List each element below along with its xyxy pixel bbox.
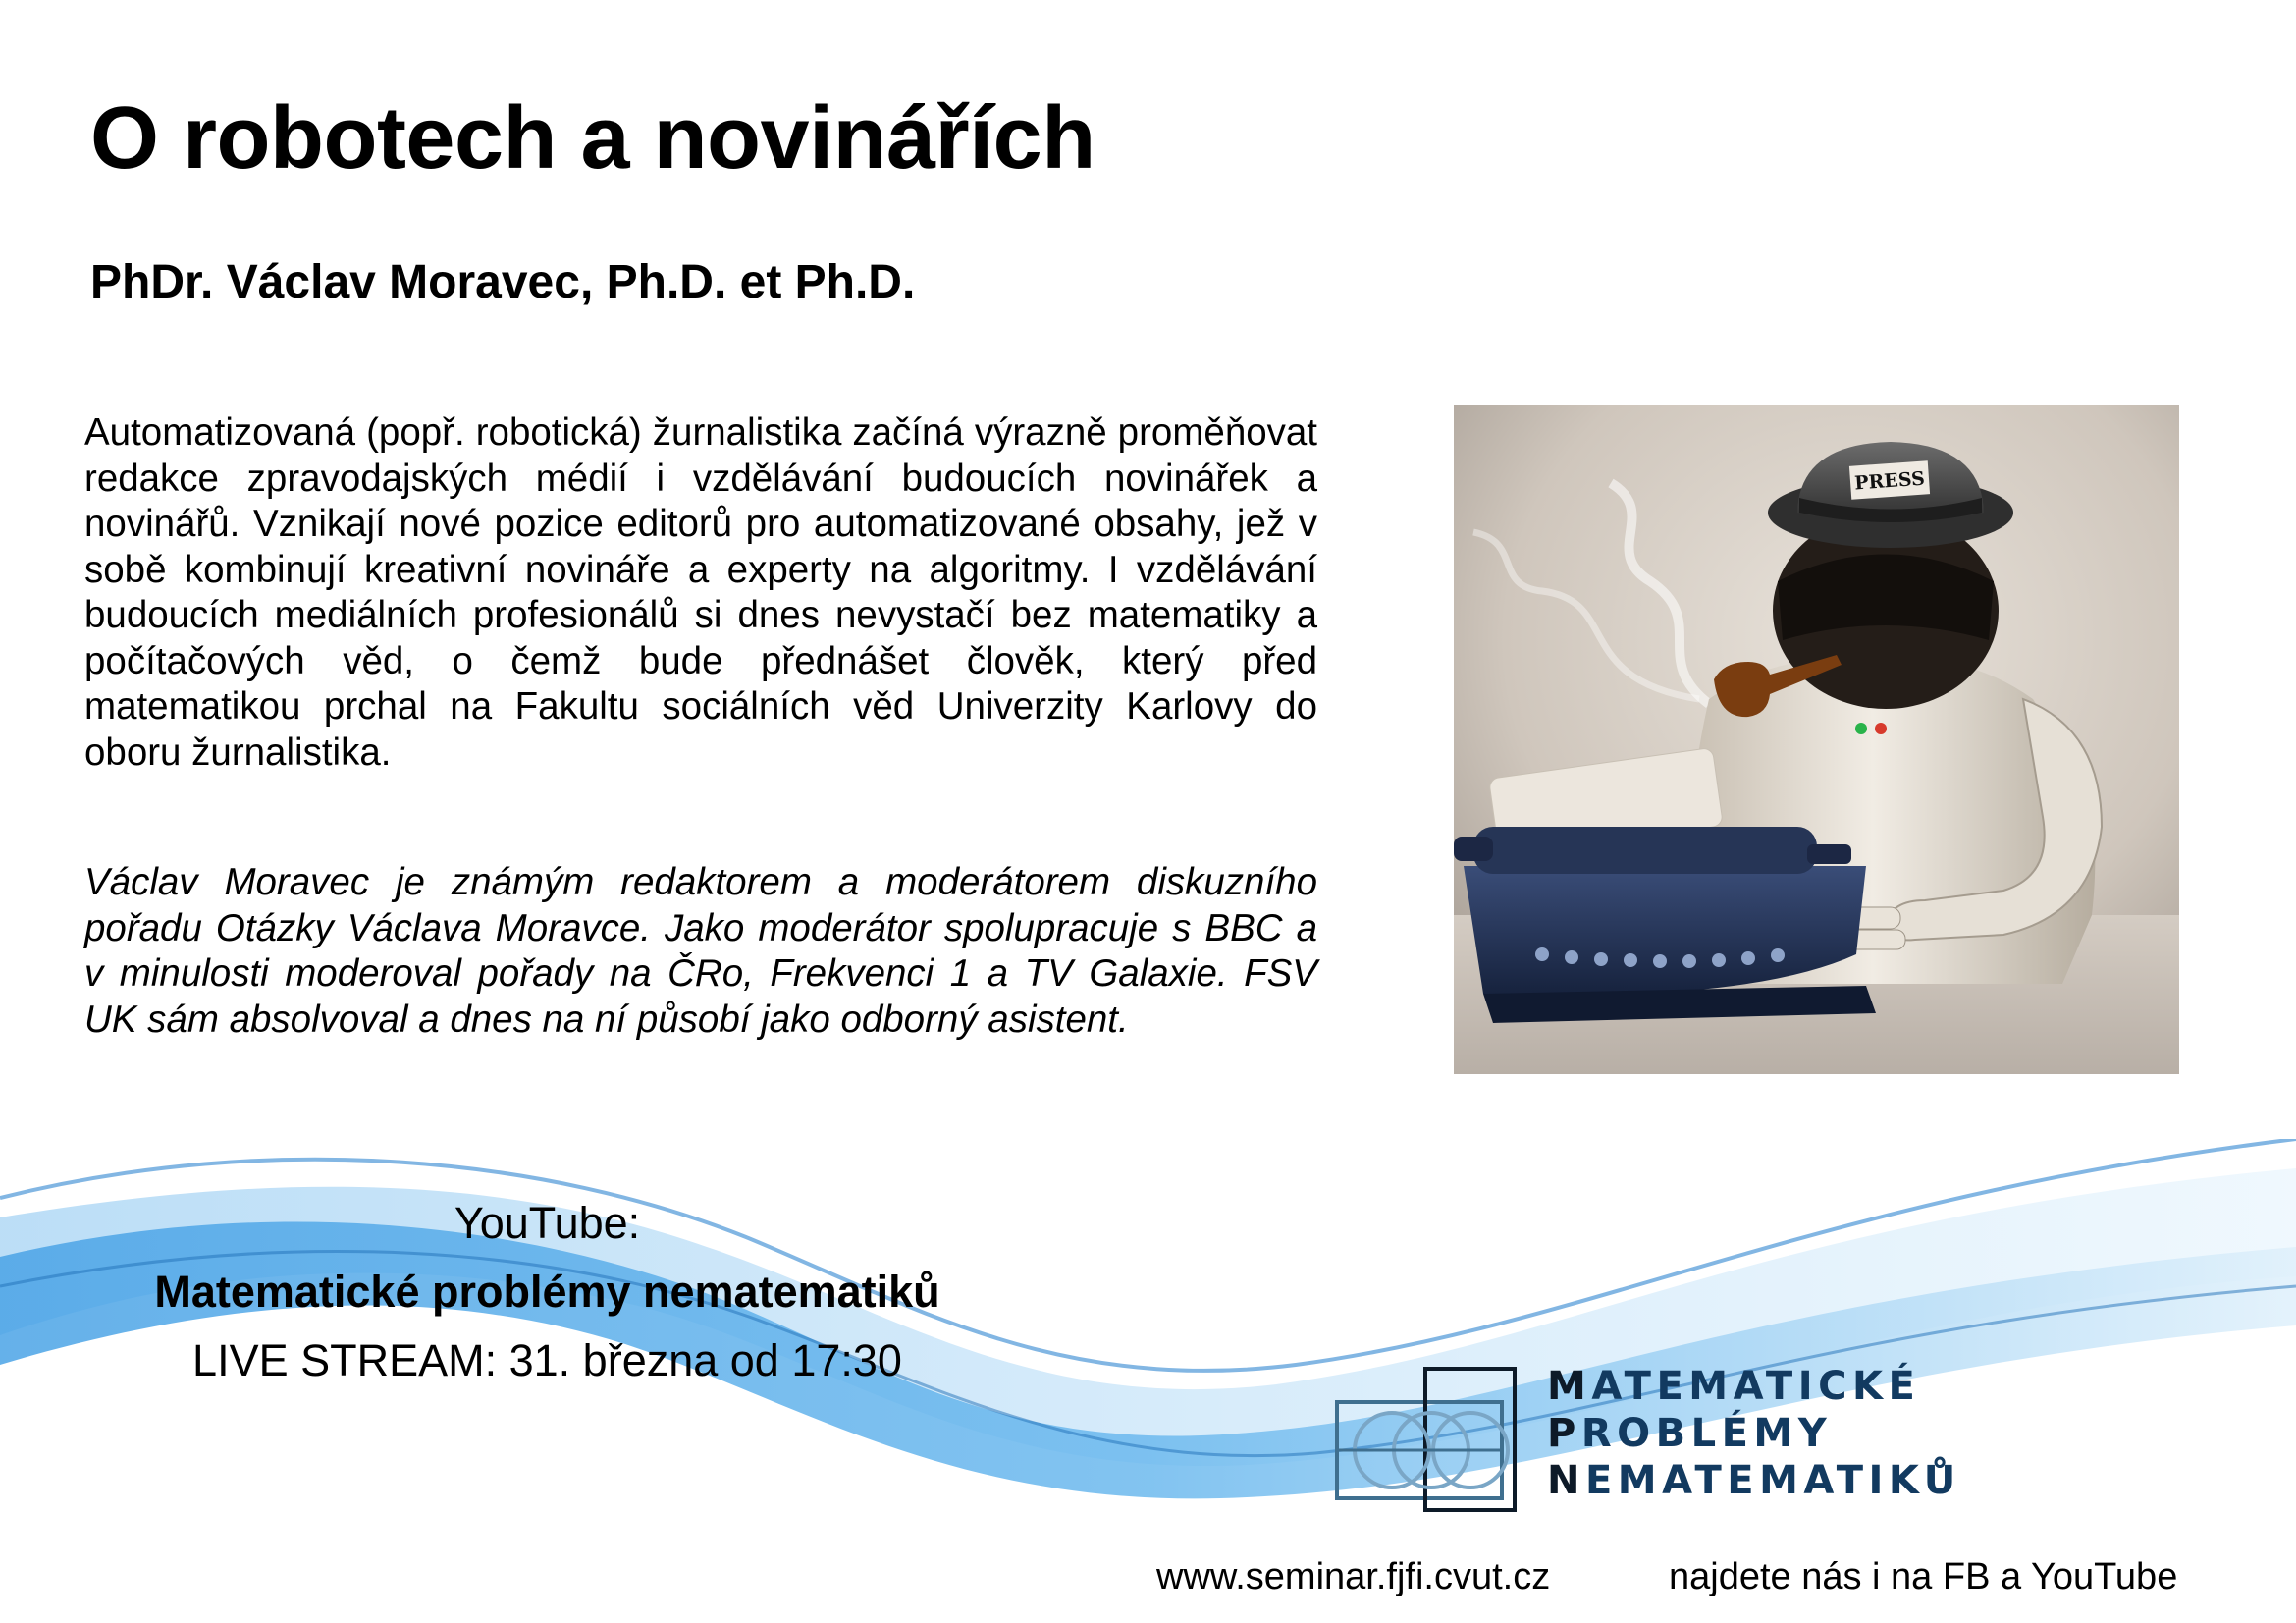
speaker-bio: Václav Moravec je známým redaktorem a moderátorem diskuzního pořadu Otázky Václava Moravce. Jako moderátor spolupracuje s BBC a v minulosti moderoval pořady na ČRo, Frekvenci 1 a TV Galaxie. FSV UK sám absolvoval a dnes na ní působí jako odborný asistent. [84,861,1317,1041]
social-media-note: najdete nás i na FB a YouTube [1669,1556,2178,1597]
seminar-website-link[interactable]: www.seminar.fjfi.cvut.cz [1156,1556,1551,1597]
speaker-name: PhDr. Václav Moravec, Ph.D. et Ph.D. [90,256,916,308]
press-card-label: PRESS [1853,467,1926,495]
robot-illustration [1454,405,2179,1074]
stream-platform-label: YouTube: [454,1198,641,1248]
robot-typewriter-photo [1454,405,2179,1074]
talk-abstract: Automatizovaná (popř. robotická) žurnalistika začíná výrazně proměňovat redakce zpravodajských médií i vzdělávání budoucích novinářek a novinářů. Vznikají nové pozice editorů pro automatizované obsahy, jež v sobě kombinují kreativní novináře a experty na algoritmy. I vzdělávání budoucích mediálních profesionálů si dnes nevystačí bez matematiky a počítačových věd, o čemž bude přednášet člověk, který před matematikou prchal na Fakultu sociálních věd Univerzity Karlovy do oboru žurnalistika. [84,411,1317,774]
logo-line-3: NEMATEMATIKŮ [1547,1458,1961,1503]
youtube-channel-name: Matematické problémy nematematiků [154,1267,940,1317]
logo-line-2: PROBLÉMY [1547,1411,1833,1456]
seminar-logo-icon [1335,1367,1517,1512]
logo-line-1: MATEMATICKÉ [1547,1364,1921,1409]
page-title: O robotech a novinářích [90,89,1095,188]
youtube-stream-info [88,1196,1006,1388]
seminar-logo-wordmark [1547,1363,1961,1504]
live-stream-time: LIVE STREAM: 31. března od 17:30 [192,1335,902,1385]
